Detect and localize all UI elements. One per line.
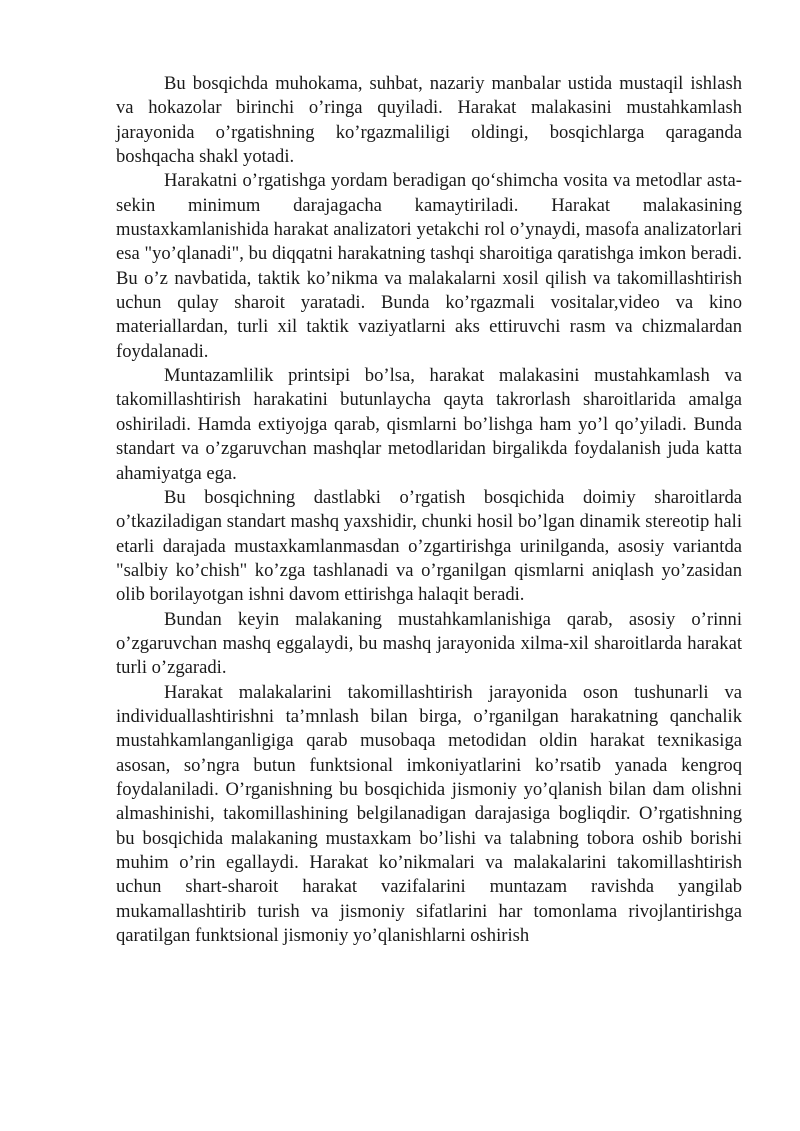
document-body <box>116 72 742 948</box>
paragraph-5: Bundan keyin malakaning mustahkamlanishiga qarab, asosiy o’rinni o’zgaruvchan mashq eggalaydi, bu mashq jarayonida xilma-xil sharoitlarda harakat turli o’zgaradi. <box>116 608 742 679</box>
paragraph-1: Bu bosqichda muhokama, suhbat, nazariy manbalar ustida mustaqil ishlash va hokazolar birinchi o’ringa quyiladi. Harakat malakasini mustahkamlash jarayonida o’rgatishning ko’rgazmaliligi oldingi, bosqichlarga qaraganda boshqacha shakl yotadi. <box>116 73 742 168</box>
paragraph-3: Muntazamlilik printsipi bo’lsa, harakat malakasini mustahkamlash va takomillashtirish harakatini butunlaycha qayta takrorlash sharoitlarida amalga oshiriladi. Hamda extiyojga qarab, qismlarni bo’lishga ham yo’l qo’yiladi. Bunda standart va o’zgaruvchan mashqlar metodlaridan birgalikda foydalanish juda katta ahamiyatga ega. <box>116 365 742 484</box>
paragraph-6: Harakat malakalarini takomillashtirish jarayonida oson tushunarli va individuallashtirishni ta’mnlash bilan birga, o’rganilgan harakatning qanchalik mustahkamlanganligiga qarab musobaqa metodidan oldin harakat texnikasiga asosan, so’ngra butun funktsional imkoniyatlarini ko’rsatib yanada kengroq foydalaniladi. O’rganishning bu bosqichida jismoniy yo’qlanish bilan dam olishni almashinishi, takomillashining belgilanadigan darajasiga bogliqdir. O’rgatishning bu bosqichida malakaning mustaxkam bo’lishi va talabning tobora oshib borishi muhim o’rin egallaydi. Harakat ko’nikmalari va malakalarini takomillashtirish uchun shart-sharoit harakat vazifalarini muntazam ravishda yangilab mukamallashtirib turish va jismoniy sifatlarini har tomonlama rivojlantirishga qaratilgan funktsional jismoniy yo’qlanishlarni oshirish <box>116 681 742 947</box>
paragraph-2: Harakatni o’rgatishga yordam beradigan qo‘shimcha vosita va metodlar asta-sekin minimum darajagacha kamaytiriladi. Harakat malakasining mustaxkamlanishida harakat analizatori yetakchi rol o’ynaydi, masofa analizatorlari esa "yo’qlanadi", bu diqqatni harakatning tashqi sharoitiga qaratishga imkon beradi. Bu o’z navbatida, taktik ko’nikma va malakalarni xosil qilish va takomillashtirish uchun qulay sharoit yaratadi. Bunda ko’rgazmali vositalar,video va kino materiallardan, turli xil taktik vaziyatlarni aks ettiruvchi rasm va chizmalardan foydalanadi. <box>116 170 742 362</box>
paragraph-4: Bu bosqichning dastlabki o’rgatish bosqichida doimiy sharoitlarda o’tkaziladigan standart mashq yaxshidir, chunki hosil bo’lgan dinamik stereotip hali etarli darajada mustaxkamlanmasdan o’zgartirishga urinilganda, asosiy variantda "salbiy ko’chish" ko’zga tashlanadi va o’rganilgan qismlarni aniqlash yo’zasidan olib borilayotgan ishni davom ettirishga halaqit beradi. <box>116 486 742 606</box>
